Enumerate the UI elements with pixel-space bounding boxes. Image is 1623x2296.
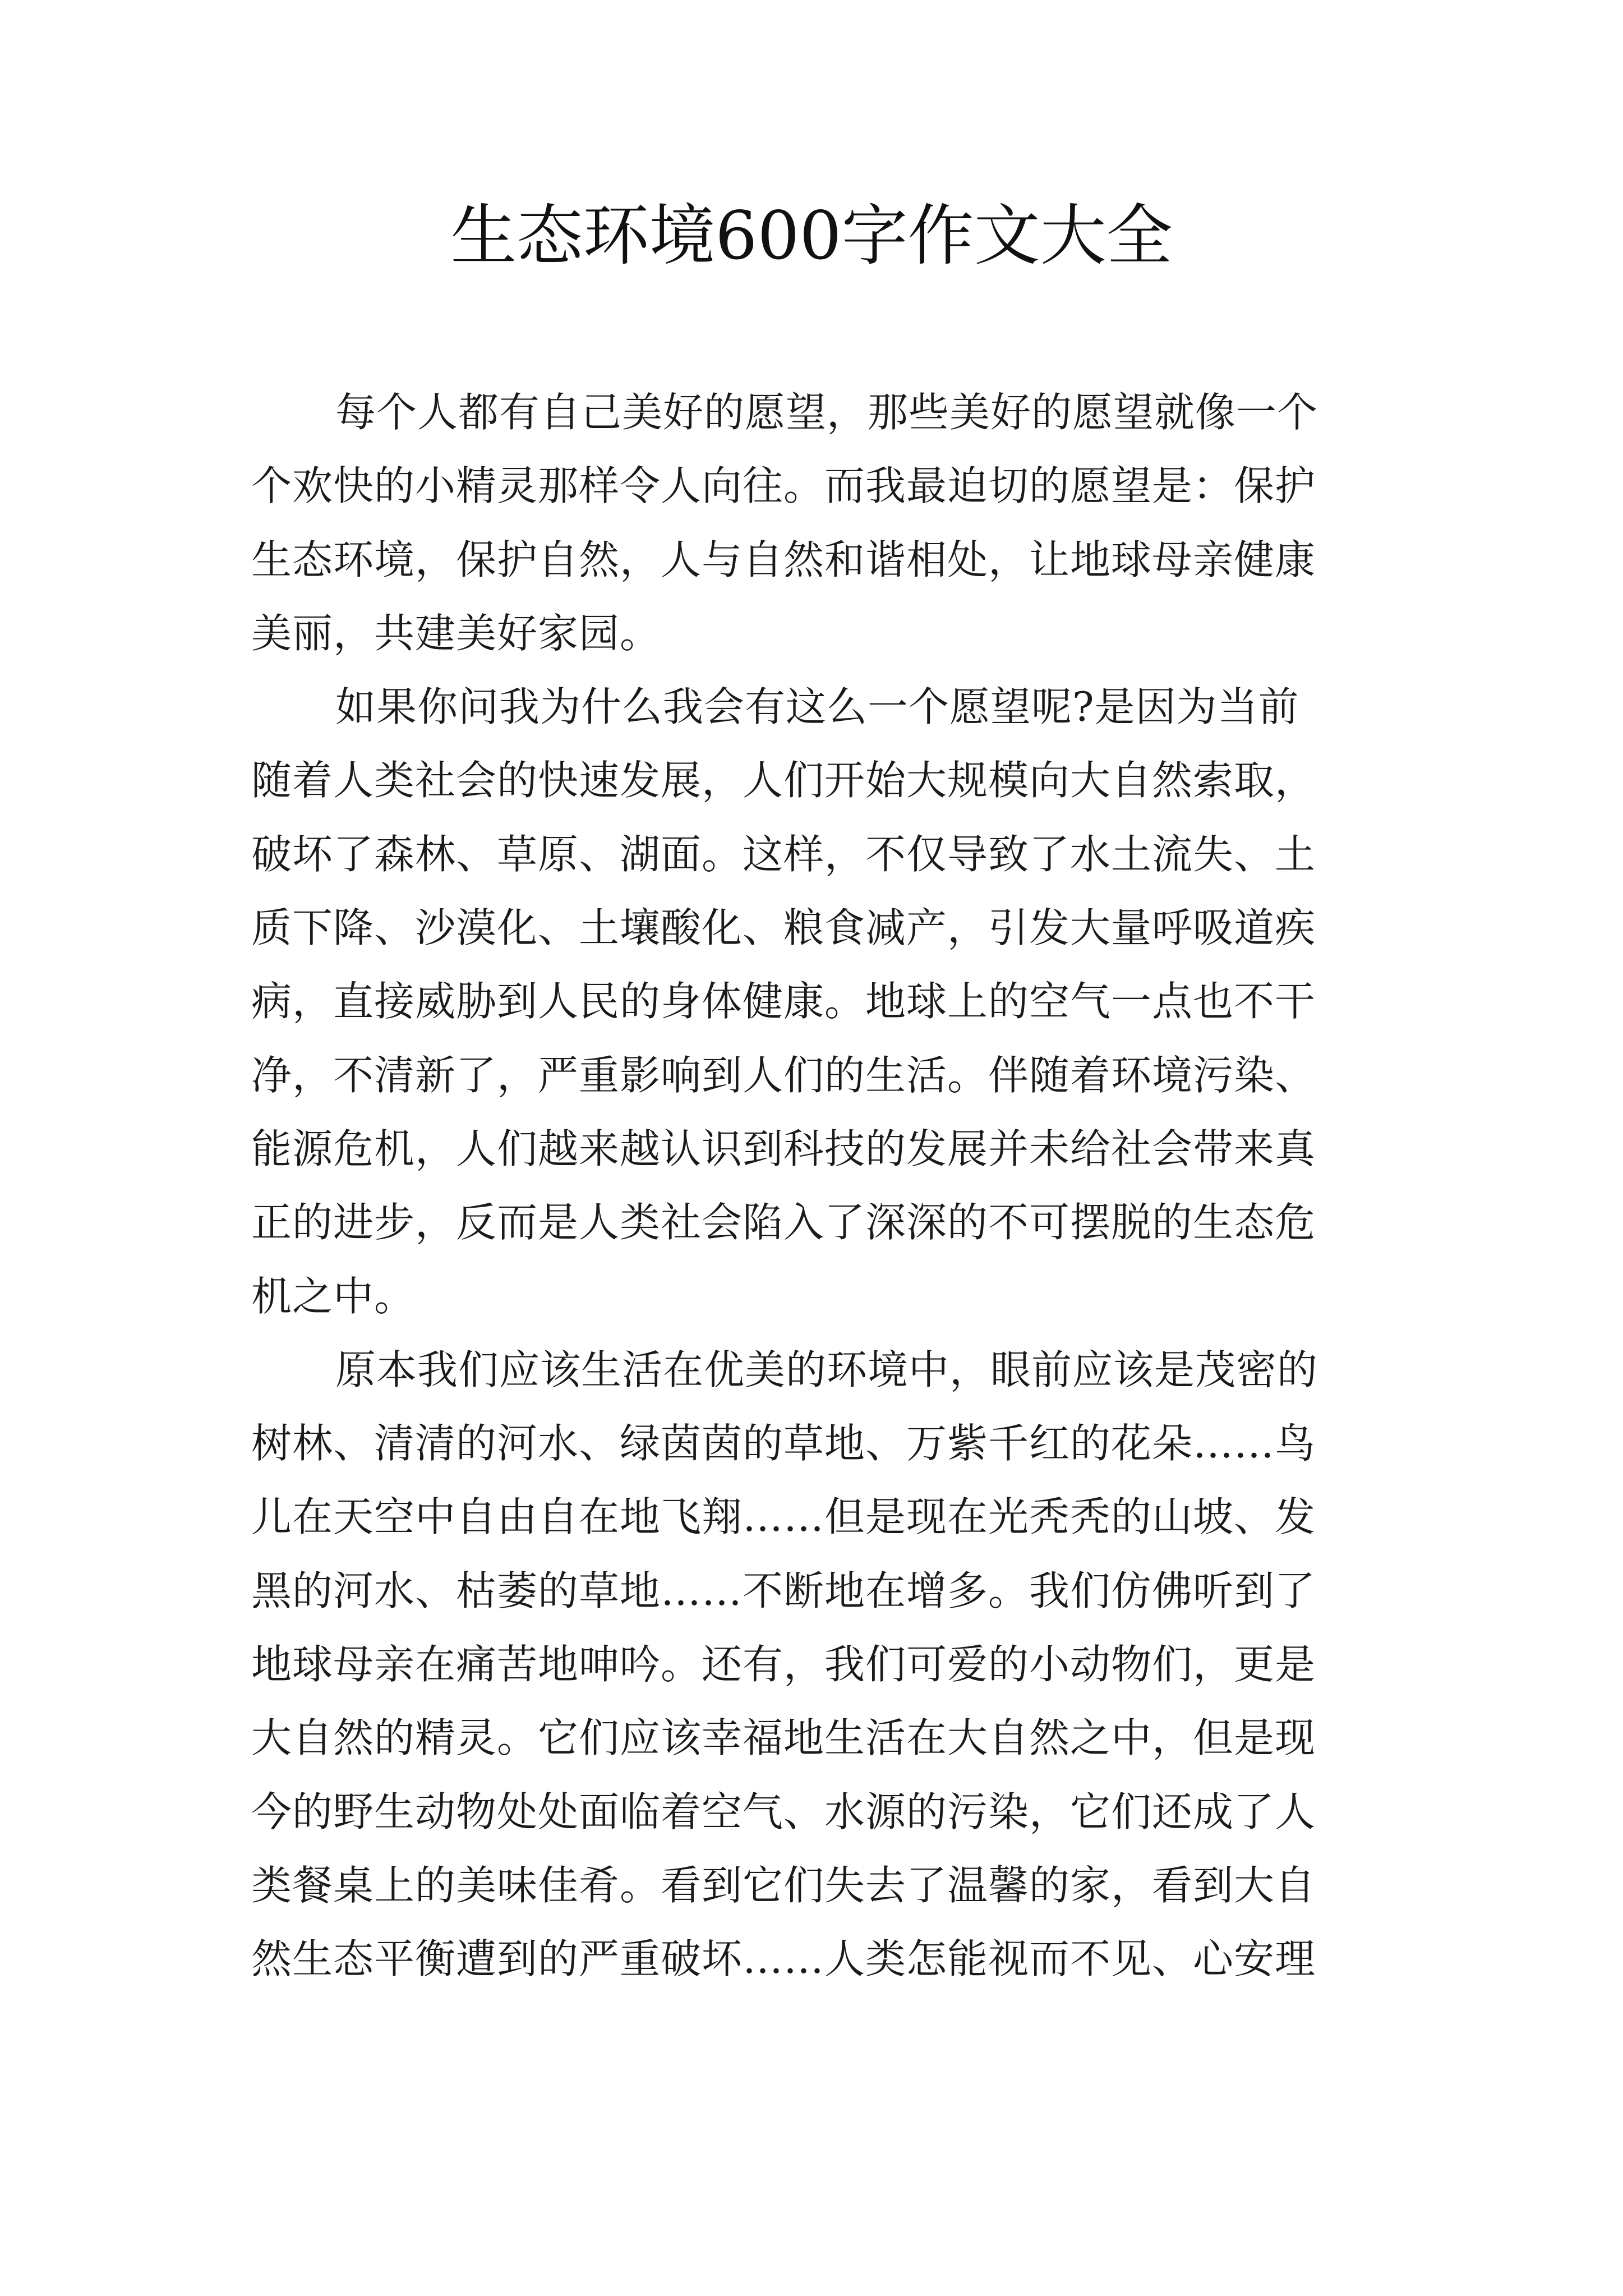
text-line: 大自然的精灵。它们应该幸福地生活在大自然之中，但是现 [251,1714,1316,1762]
text-line: 树林、清清的河水、绿茵茵的草地、万紫千红的花朵……鸟 [251,1420,1316,1467]
document-body [251,376,1384,1996]
paragraph-2 [251,670,1384,1333]
text-line: 儿在天空中自由自在地飞翔……但是现在光秃秃的山坡、发 [251,1493,1316,1541]
text-line: 净，不清新了，严重影响到人们的生活。伴随着环境污染、 [251,1051,1316,1099]
paragraph-1 [251,376,1384,670]
text-line: 机之中。 [251,1272,416,1320]
text-line: 黑的河水、枯萎的草地……不断地在增多。我们仿佛听到了 [251,1567,1316,1614]
document-title: 生态环境600字作文大全 [450,197,1173,274]
text-line: 今的野生动物处处面临着空气、水源的污染，它们还成了人 [251,1788,1316,1835]
text-line: 病，直接威胁到人民的身体健康。地球上的空气一点也不干 [251,978,1316,1025]
text-line: 每个人都有自己美好的愿望，那些美好的愿望就像一个 [335,389,1318,436]
text-line: 破坏了森林、草原、湖面。这样，不仅导致了水土流失、土 [251,830,1316,878]
text-line: 类餐桌上的美味佳肴。看到它们失去了温馨的家，看到大自 [251,1861,1316,1909]
text-line: 能源危机，人们越来越认识到科技的发展并未给社会带来真 [251,1125,1316,1172]
text-line: 个欢快的小精灵那样令人向往。而我最迫切的愿望是：保护 [251,462,1316,510]
text-line: 生态环境，保护自然，人与自然和谐相处，让地球母亲健康 [251,536,1316,583]
text-line: 地球母亲在痛苦地呻吟。还有，我们可爱的小动物们，更是 [251,1641,1316,1688]
text-line: 美丽，共建美好家园。 [251,609,661,657]
text-line: 如果你问我为什么我会有这么一个愿望呢?是因为当前 [335,683,1299,731]
text-line: 质下降、沙漠化、土壤酸化、粮食减产，引发大量呼吸道疾 [251,904,1316,952]
text-line: 原本我们应该生活在优美的环境中，眼前应该是茂密的 [335,1346,1318,1393]
paragraph-3 [251,1333,1384,1996]
text-line: 正的进步，反而是人类社会陷入了深深的不可摆脱的生态危 [251,1199,1316,1246]
text-line: 然生态平衡遭到的严重破坏……人类怎能视而不见、心安理 [251,1935,1316,1983]
text-line: 随着人类社会的快速发展，人们开始大规模向大自然索取， [251,757,1316,804]
